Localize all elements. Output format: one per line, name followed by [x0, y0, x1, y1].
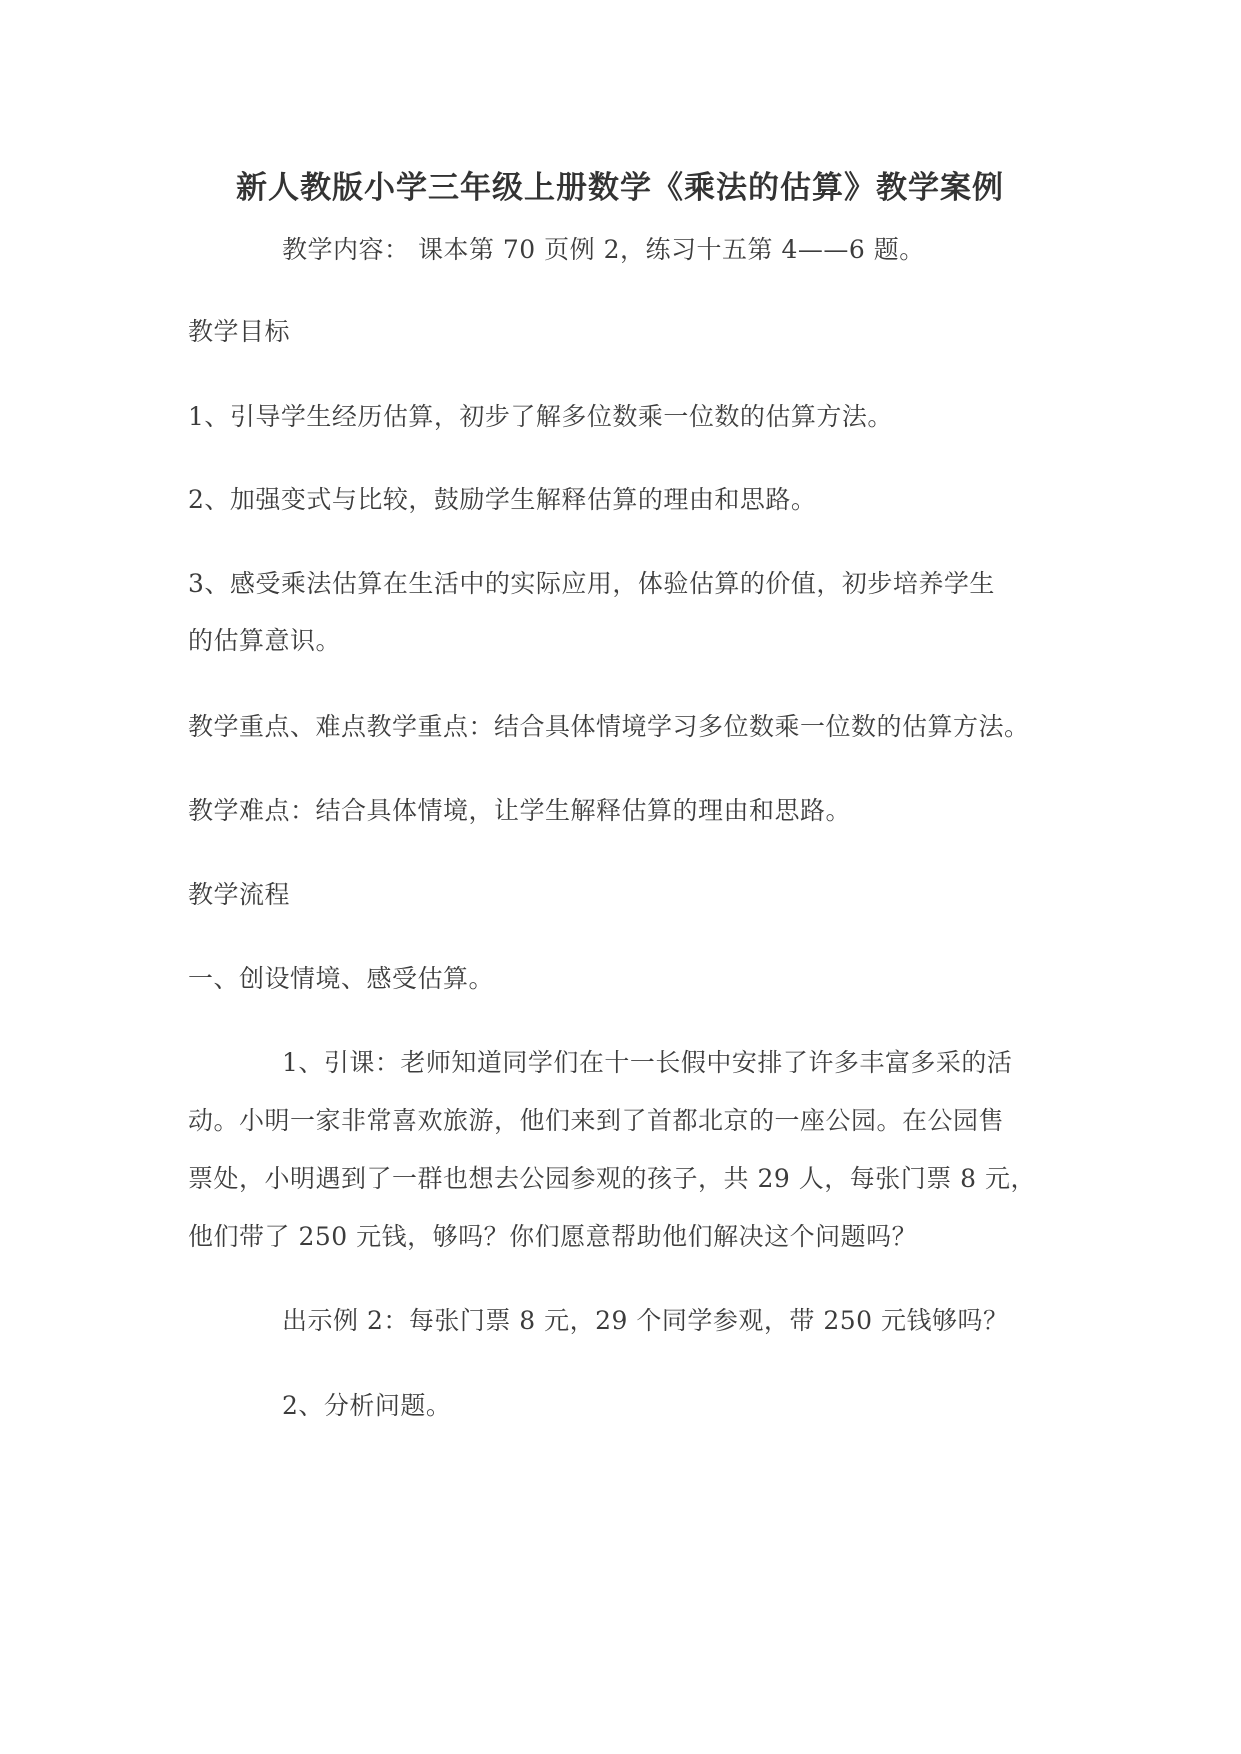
teaching-content-line: 教学内容： 课本第 70 页例 2，练习十五第 4——6 题。: [282, 235, 925, 264]
intro-line-4: 他们带了 250 元钱，够吗？你们愿意帮助他们解决这个问题吗？: [188, 1222, 918, 1251]
analyze-step: 2、分析问题。: [282, 1391, 452, 1420]
objective-2: 2、加强变式与比较，鼓励学生解释估算的理由和思路。: [188, 485, 817, 514]
intro-line-1: 1、引课：老师知道同学们在十一长假中安排了许多丰富多采的活: [282, 1048, 1013, 1077]
section-1-heading: 一、创设情境、感受估算。: [188, 964, 495, 993]
process-heading: 教学流程: [188, 880, 291, 909]
objective-1: 1、引导学生经历估算，初步了解多位数乘一位数的估算方法。: [188, 402, 893, 431]
objective-3-line-1: 3、感受乘法估算在生活中的实际应用，体验估算的价值，初步培养学生: [188, 569, 995, 598]
intro-line-2: 动。小明一家非常喜欢旅游，他们来到了首都北京的一座公园。在公园售: [188, 1106, 1005, 1135]
example-2: 出示例 2：每张门票 8 元，29 个同学参观，带 250 元钱够吗？: [282, 1306, 1009, 1335]
document-title: 新人教版小学三年级上册数学《乘法的估算》教学案例: [236, 170, 1004, 206]
objective-3-line-2: 的估算意识。: [188, 626, 342, 655]
objectives-heading: 教学目标: [188, 317, 291, 346]
difficulty: 教学难点：结合具体情境，让学生解释估算的理由和思路。: [188, 796, 852, 825]
intro-line-3: 票处，小明遇到了一群也想去公园参观的孩子，共 29 人，每张门票 8 元，: [188, 1164, 1037, 1193]
key-points: 教学重点、难点教学重点：结合具体情境学习多位数乘一位数的估算方法。: [188, 712, 1030, 741]
